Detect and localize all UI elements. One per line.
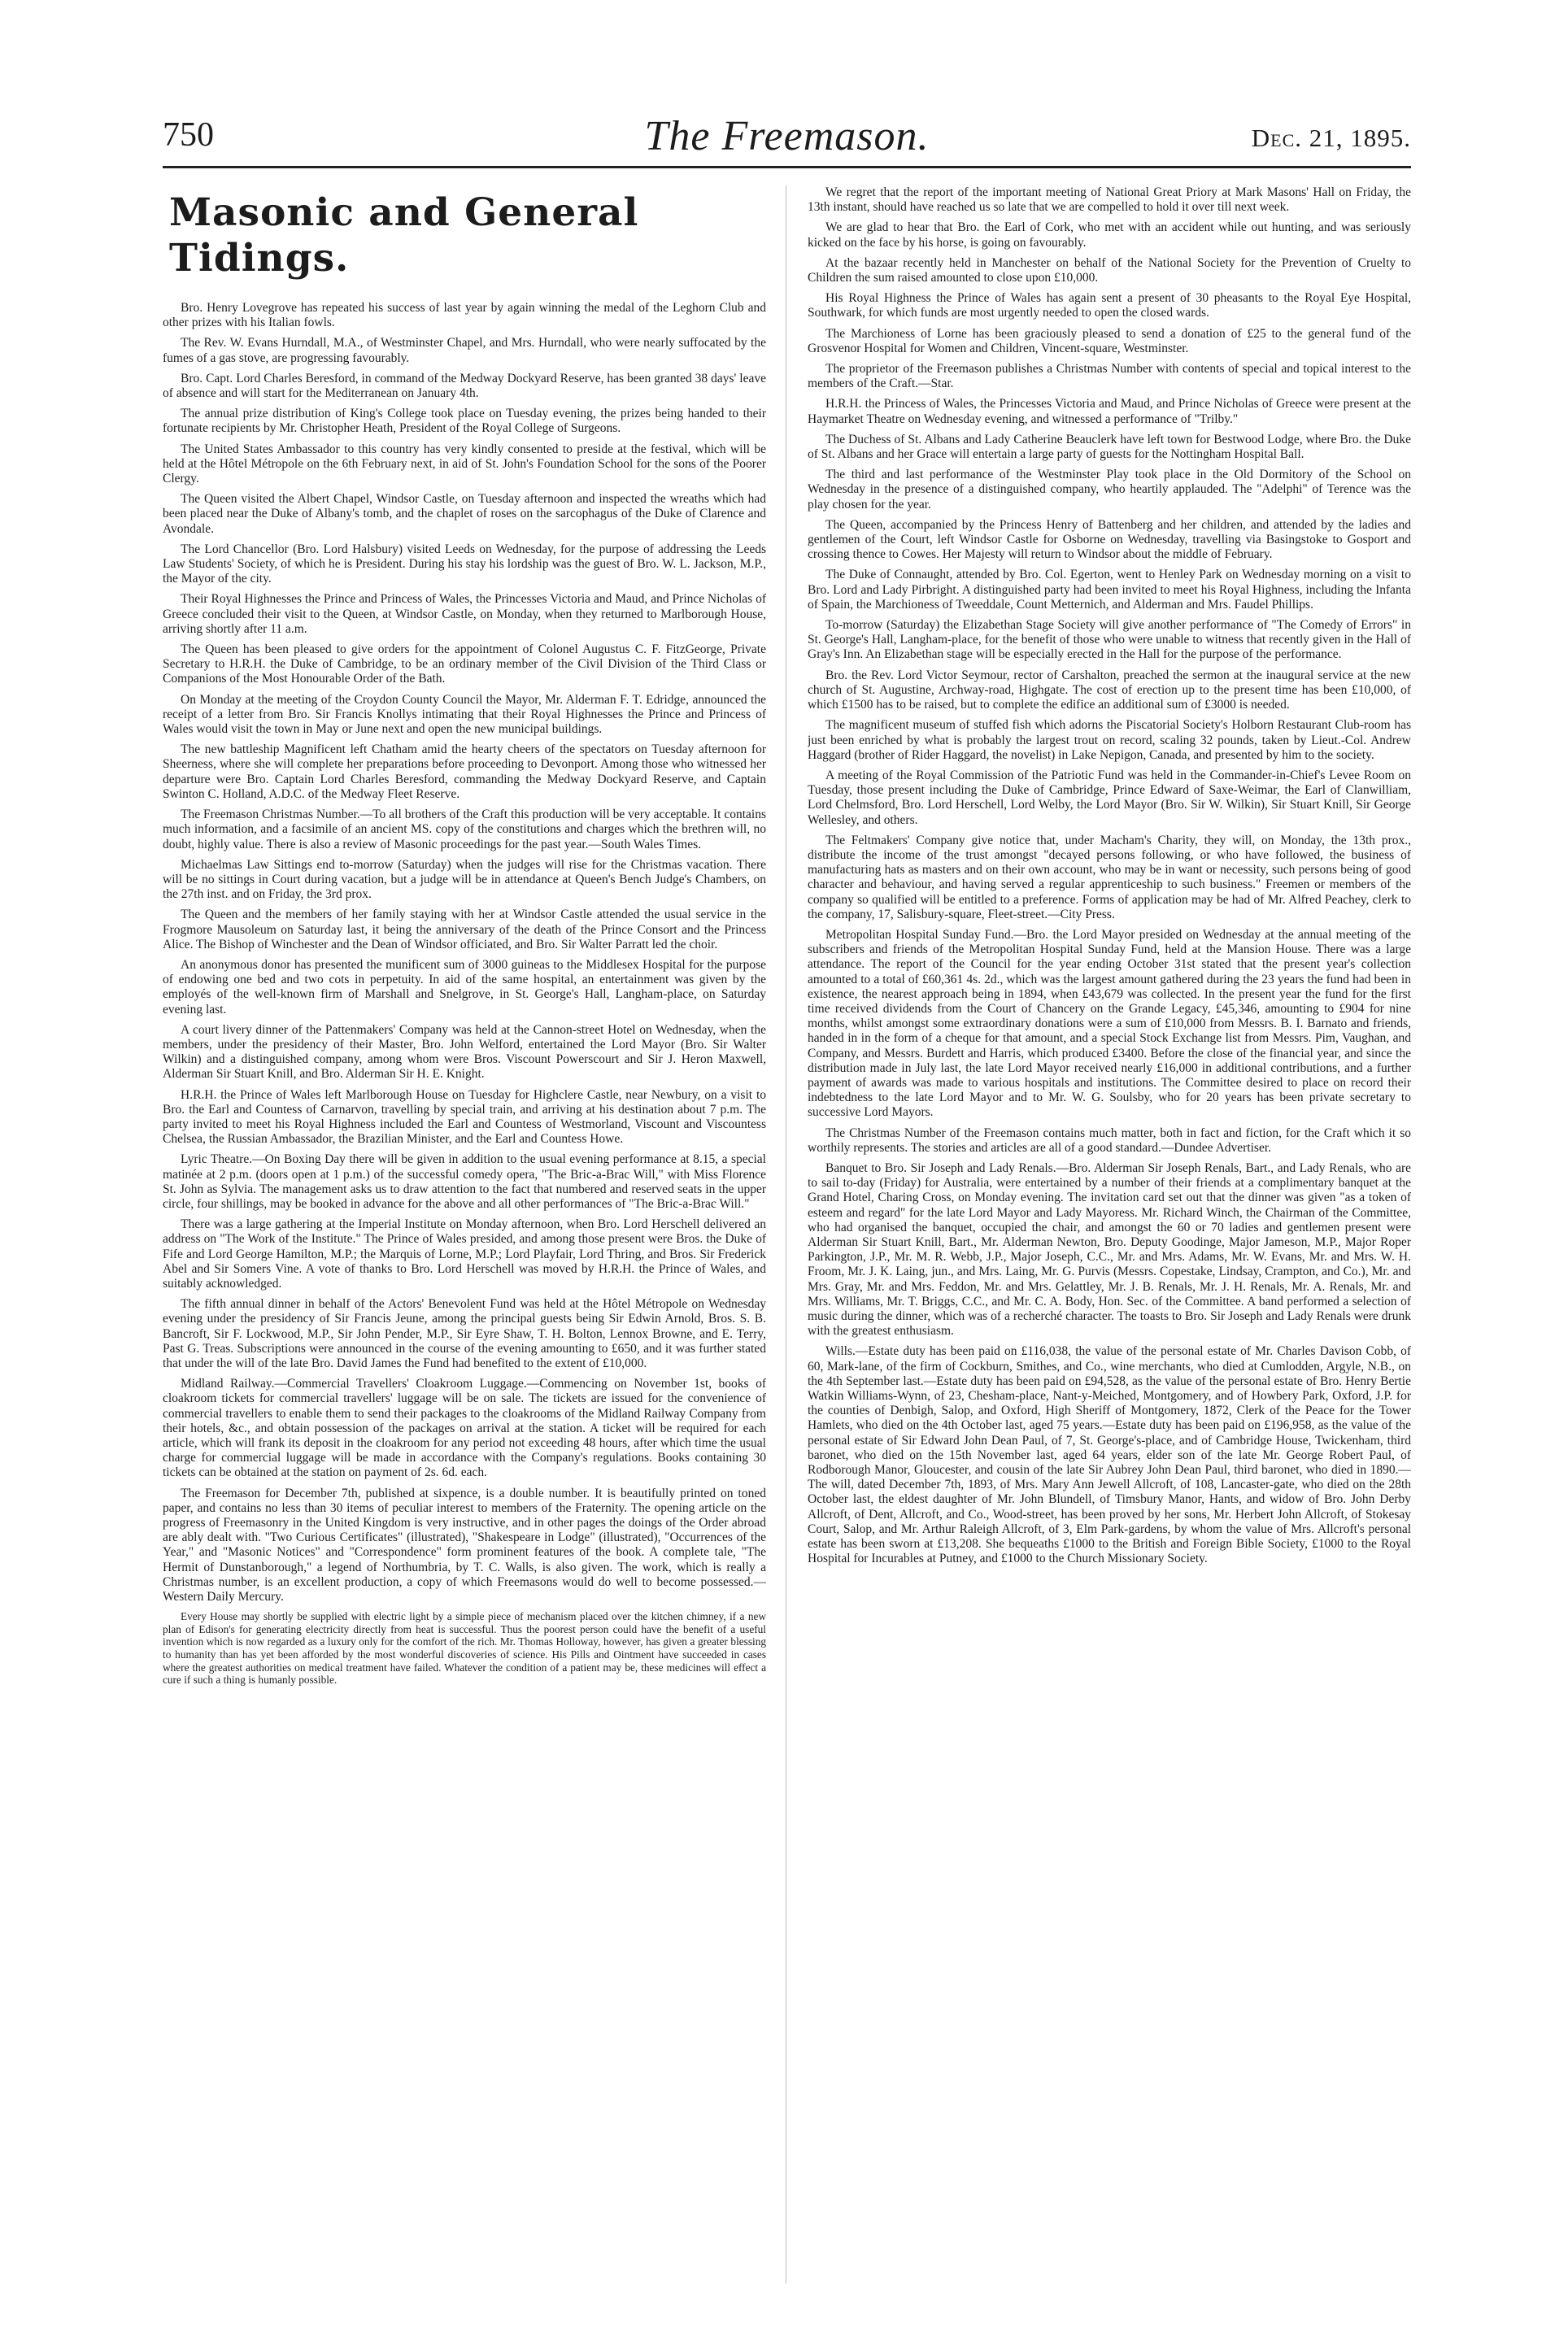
article-paragraph: On Monday at the meeting of the Croydon County Council the Mayor, Mr. Alderman F. T. Edridge, announced the receipt of a letter from Bro. Sir Francis Knollys intimating that their Royal Highnesses the Prince and Princess of Wales would visit the town in May or June next and open the new municipal buildings. [163,692,766,737]
article-paragraph: The Lord Chancellor (Bro. Lord Halsbury) visited Leeds on Wednesday, for the purpose of addressing the Leeds Law Students' Society, of which he is President. During his stay his lordship was the guest of Bro. W. L. Jackson, M.P., the Mayor of the city. [163,542,766,586]
article-paragraph: The Christmas Number of the Freemason contains much matter, both in fact and fiction, for the Craft which it so worthily represents. The stories and articles are all of a good standard.—Dundee Advertiser. [808,1125,1411,1155]
article-paragraph: Metropolitan Hospital Sunday Fund.—Bro. the Lord Mayor presided on Wednesday at the annual meeting of the subscribers and friends of the Metropolitan Hospital Sunday Fund, held at the Mansion House. There was a large attendance. The report of the Council for the year ending October 31st stated that the present year's collection amounted to a total of £60,361 4s. 2d., which was the largest amount gathered during the 23 years the fund had been in existence, the nearest approach being in 1894, when £43,679 was collected. In the present year the fund for the first time received dividends from the Court of Chancery on the Grande Legacy, £45,346, amounting to £904 for nine months, whilst amongst some extraordinary donations were a sum of £10,000 from Messrs. B. I. Barnato and friends, handed in in the form of a cheque for that amount, and a special Stock Exchange list from Messrs. Pim, Vaughan, and Company, and Messrs. Burdett and Harris, which produced £3400. Before the close of the financial year, and since the distribution made in July last, the late Lord Mayor received nearly £16,000 in additional contributions, and a further payment of awards was made to various hospitals and institutions. The Committee desired to place on record their indebtedness to the late Lord Mayor and to Mr. W. G. Soulsby, who for 20 years has been private secretary to successive Lord Mayors. [808,927,1411,1120]
article-paragraph: The Rev. W. Evans Hurndall, M.A., of Westminster Chapel, and Mrs. Hurndall, who were nearly suffocated by the fumes of a gas stove, are progressing favourably. [163,336,766,365]
article-paragraph: The Feltmakers' Company give notice that, under Macham's Charity, they will, on Monday, the 13th prox., distribute the income of the trust amongst "decayed persons following, or who have followed, the business of manufacturing hats as masters and on their own account, who may be in want or necessity, such persons being of good character and behaviour, and having served a regular apprenticeship to such business." Freemen or members of the company so qualified will be entitled to a preference. Forms of application may be had of Mr. Alfred Peachey, clerk to the company, 17, Salisbury-square, Fleet-street.—City Press. [808,833,1411,921]
article-paragraph: We are glad to hear that Bro. the Earl of Cork, who met with an accident while out hunting, and was seriously kicked on the face by his horse, is going on favourably. [808,220,1411,250]
article-paragraph: The third and last performance of the Westminster Play took place in the Old Dormitory of the School on Wednesday in the presence of a distinguished company, who heartily applauded. The "Adelphi" of Terence was the play chosen for the year. [808,468,1411,512]
article-paragraph: The Marchioness of Lorne has been graciously pleased to send a donation of £25 to the general fund of the Grosvenor Hospital for Women and Children, Vincent-square, Westminster. [808,326,1411,355]
article-paragraph: We regret that the report of the important meeting of National Great Priory at Mark Masons' Hall on Friday, the 13th instant, should have reached us so late that we are compelled to hold it over till next week. [808,185,1411,215]
article-paragraph: Midland Railway.—Commercial Travellers' Cloakroom Luggage.—Commencing on November 1st, books of cloakroom tickets for commercial travellers' luggage will be on sale. The tickets are issued for the convenience of commercial travellers to enable them to send their packages to the cloakrooms of the Midland Railway Company from their hotels, &c., and obtain possession of the packages on arrival at the station. A ticket will be required for each article, which will frank its deposit in the cloakroom for any period not exceeding 48 hours, after which time the usual charge for commercial luggage will be made in accordance with the Company's regulations. Books containing 30 tickets can be obtained at the station on payment of 2s. 6d. each. [163,1377,766,1480]
article-paragraph: His Royal Highness the Prince of Wales has again sent a present of 30 pheasants to the Royal Eye Hospital, Southwark, for which funds are most urgently needed to open the closed wards. [808,291,1411,320]
section-title: Masonic and General Tidings. [169,190,639,281]
article-paragraph: H.R.H. the Princess of Wales, the Princesses Victoria and Maud, and Prince Nicholas of Greece were present at the Haymarket Theatre on Wednesday evening, and witnessed a performance of "Trilby." [808,397,1411,426]
issue-date: Dec. 21, 1895. [1251,124,1411,152]
article-paragraph: A meeting of the Royal Commission of the Patriotic Fund was held in the Commander-in-Chief's Levee Room on Tuesday, those present including the Duke of Cambridge, Prince Edward of Saxe-Weimar, the Earl of Clanwilliam, Lord Chelmsford, Bro. Lord Herschell, Lord Welby, the Lord Mayor (Bro. Sir W. Wilkin), Sir Stuart Knill, Sir George Wellesley, and others. [808,768,1411,827]
article-paragraph: The Queen visited the Albert Chapel, Windsor Castle, on Tuesday afternoon and inspected the wreaths which had been placed near the Duke of Albany's tomb, and the chaplet of roses on the sarcophagus of the Duke of Clarence and Avondale. [163,492,766,536]
article-paragraph: The new battleship Magnificent left Chatham amid the hearty cheers of the spectators on Tuesday afternoon for Sheerness, where she will complete her preparations before proceeding to Devonport. Among those who witnessed her departure were Bro. Captain Lord Charles Beresford, commanding the Medway Dockyard Reserve, and Captain Swinton C. Holland, A.D.C. of the Medway Fleet Reserve. [163,742,766,801]
page-number: 750 [163,116,214,154]
article-paragraph: H.R.H. the Prince of Wales left Marlborough House on Tuesday for Highclere Castle, near Newbury, on a visit to Bro. the Earl and Countess of Carnarvon, travelling by special train, and arriving at his destination about 7 p.m. The party invited to meet his Royal Highness included the Earl and Countess of Westmorland, Viscount and Viscountess Chelsea, the Russian Ambassador, the Brazilian Minister, and the Earl and Countess Howe. [163,1087,766,1147]
article-paragraph: The Freemason Christmas Number.—To all brothers of the Craft this production will be very acceptable. It contains much information, and a facsimile of an ancient MS. copy of the constitutions and charges which the brethren will, no doubt, highly value. There is also a review of Masonic proceedings for the past year.—South Wales Times. [163,808,766,851]
article-paragraph: The Duchess of St. Albans and Lady Catherine Beauclerk have left town for Bestwood Lodge, where Bro. the Duke of St. Albans and her Grace will entertain a large party of guests for the Nottingham Hospital Ball. [808,432,1411,462]
article-paragraph: The proprietor of the Freemason publishes a Christmas Number with contents of special and topical interest to the members of the Craft.—Star. [808,362,1411,391]
article-paragraph: The Duke of Connaught, attended by Bro. Col. Egerton, went to Henley Park on Wednesday morning on a visit to Bro. Lord and Lady Pirbright. A distinguished party had been invited to meet his Royal Highness, including the Infanta of Spain, the Marchioness of Tweeddale, Count Metternich, and Alderman and Mrs. Faudel Phillips. [808,568,1411,612]
article-paragraph: Wills.—Estate duty has been paid on £116,038, the value of the personal estate of Mr. Charles Davison Cobb, of 60, Mark-lane, of the firm of Cockburn, Smithes, and Co., wine merchants, who died at Cumlodden, Argyle, N.B., on the 4th September last.—Estate duty has been paid on £94,528, as the value of the personal estate of Bro. Henry Bertie Watkin Williams-Wynn, of 23, Chesham-place, Nant-y-Meiched, Montgomery, and of Howbery Park, Oxford, J.P. for the counties of Denbigh, Salop, and Oxford, High Sheriff of Montgomery, 1872, Clerk of the Peace for the Tower Hamlets, who died on the 4th October last, aged 75 years.—Estate duty has been paid on £196,958, as the value of the personal estate of Sir Edward John Dean Paul, of 7, St. George's-place, and of Cambridge House, Twickenham, third baronet, who died on the 15th November last, aged 64 years, elder son of the late Mr. George Robert Paul, of Rodborough Manor, Gloucester, and cousin of the late Sir Aubrey John Dean Paul, third baronet, who died in 1890.—The will, dated December 7th, 1893, of Mrs. Mary Ann Jewell Allcroft, of 108, Lancaster-gate, who died on the 28th October last, the eldest daughter of Mr. John Blundell, of Timsbury Manor, Hants, and widow of Bro. John Derby Allcroft, of Dent, Allcroft, and Co., Wood-street, has been proved by her sons, Mr. Herbert John Allcroft, of Stokesay Court, Salop, and Mr. Arthur Raleigh Allcroft, of 3, Elm Park-gardens, by whom the value of Mrs. Allcroft's personal estate has been sworn at £13,208. She bequeaths £1000 to the British and Foreign Bible Society, £1000 to the Royal Hospital for Incurables at Putney, and £1000 to the Church Missionary Society. [808,1344,1411,1566]
page-header [163,112,1411,168]
masthead: The Freemason. [644,113,930,159]
article-paragraph: Bro. the Rev. Lord Victor Seymour, rector of Carshalton, preached the sermon at the inaugural service at the new church of St. Augustine, Archway-road, Highgate. The cost of erection up to the present time has been £10,000, of which £1500 has to be raised, but to complete the edifice an additional sum of £3000 is needed. [808,668,1411,712]
article-paragraph: The fifth annual dinner in behalf of the Actors' Benevolent Fund was held at the Hôtel Métropole on Wednesday evening under the presidency of Sir Francis Jeune, among the principal guests being Sir Edwin Arnold, Bros. S. B. Bancroft, Sir F. Lockwood, M.P., Sir John Pender, M.P., Sir Eyre Shaw, T. H. Bolton, Lennox Browne, and E. Terry, Past G. Treas. Subscriptions were announced in the course of the evening amounting to £650, and it was further stated that under the will of the late Bro. David James the Fund had benefited to the extent of £10,000. [163,1297,766,1370]
article-paragraph: The annual prize distribution of King's College took place on Tuesday evening, the prizes being handed to their fortunate recipients by Mr. Christopher Heath, President of the Royal College of Surgeons. [163,407,766,436]
article-paragraph: Michaelmas Law Sittings end to-morrow (Saturday) when the judges will rise for the Christmas vacation. There will be no sittings in Court during vacation, but a judge will be in attendance at Queen's Bench Judge's Chambers, on the 27th inst. and on Friday, the 3rd prox. [163,857,766,902]
article-paragraph: The Freemason for December 7th, published at sixpence, is a double number. It is beautifully printed on toned paper, and contains no less than 30 items of peculiar interest to members of the Fraternity. The opening article on the progress of Freemasonry in the United Kingdom is very instructive, and in other pages the doings of the Order abroad are ably dealt with. "Two Curious Certificates" (illustrated), "Shakespeare in Lodge" (illustrated), "Occurrences of the Year," and "Masonic Notices" and "Correspondence" form prominent features of the book. A complete tale, "The Hermit of Dunstanborough," a legend of Northumbria, by T. C. Walls, is also given. The work, which is really a Christmas number, is an excellent production, a copy of which Freemasons would do well to become possessed.—Western Daily Mercury. [163,1486,766,1604]
article-paragraph: There was a large gathering at the Imperial Institute on Monday afternoon, when Bro. Lord Herschell delivered an address on "The Work of the Institute." The Prince of Wales presided, and among those present were Bros. the Duke of Fife and Lord George Hamilton, M.P.; the Marquis of Lorne, M.P.; Lord Playfair, Lord Thring, and Bros. Sir Frederick Abel and Sir Somers Vine. A vote of thanks to Bro. Lord Herschell was moved by H.R.H. the Prince of Wales, and suitably acknowledged. [163,1217,766,1291]
article-paragraph: At the bazaar recently held in Manchester on behalf of the National Society for the Prevention of Cruelty to Children the sum raised amounted to close upon £10,000. [808,255,1411,285]
article-paragraph: Lyric Theatre.—On Boxing Day there will be given in addition to the usual evening performance at 8.15, a special matinée at 2 p.m. (doors open at 1 p.m.) of the successful comedy opera, "The Bric-a-Brac Will," with Miss Florence St. John as Sylvia. The management asks us to draw attention to the fact that numbered and reserved seats in the upper circle, four shillings, may be booked in advance for the above and all other performances of "The Bric-a-Brac Will." [163,1152,766,1211]
article-paragraph: The magnificent museum of stuffed fish which adorns the Piscatorial Society's Holborn Restaurant Club-room has just been enriched by what is probably the largest trout on record, scaling 32 pounds, taken by Lieut.-Col. Andrew Haggard (brother of Rider Haggard, the novelist) in Lake Nepigon, Canada, and presented by him to the society. [808,718,1411,762]
left-column [163,185,766,2284]
article-paragraph: A court livery dinner of the Pattenmakers' Company was held at the Cannon-street Hotel on Wednesday, when the members, under the presidency of their Master, Bro. John Welford, entertained the Lord Mayor (Bro. Sir Walter Wilkin) and a distinguished company, among whom were Bros. Viscount Powerscourt and Sir J. Heron Maxwell, Alderman Sir Stuart Knill, and Bro. Alderman Sir H. E. Knight. [163,1022,766,1082]
article-paragraph: The United States Ambassador to this country has very kindly consented to preside at the festival, which will be held at the Hôtel Métropole on the 6th February next, in aid of St. John's Foundation School for the sons of the Poorer Clergy. [163,442,766,486]
advertisement-paragraph: Every House may shortly be supplied with electric light by a simple piece of mechanism placed over the kitchen chimney, if a new plan of Edison's for generating electricity directly from heat is successful. Thus the poorest person could have the benefit of a useful invention which is now regarded as a luxury only for the comfort of the rich. Mr. Thomas Holloway, however, has given a greater blessing to humanity than has yet been afforded by the most wonderful discoveries of science. His Pills and Ointment have succeeded in cases where the greatest authorities on medical treatment have failed. Whatever the condition of a patient may be, these medicines will effect a cure if such a thing is humanly possible. [163,1610,766,1687]
article-paragraph: To-morrow (Saturday) the Elizabethan Stage Society will give another performance of "The Comedy of Errors" in St. George's Hall, Langham-place, for the benefit of those who were unable to witness that recently given in the Hall of Gray's Inn. An Elizabethan stage will be especially erected in the Hall for the purpose of the performance. [808,618,1411,662]
article-paragraph: Bro. Henry Lovegrove has repeated his success of last year by again winning the medal of the Leghorn Club and other prizes with his Italian fowls. [163,301,766,330]
article-paragraph: The Queen and the members of her family staying with her at Windsor Castle attended the usual service in the Frogmore Mausoleum on Saturday last, it being the anniversary of the death of the Prince Consort and the Princess Alice. The Bishop of Winchester and the Dean of Windsor officiated, and Bro. Sir Walter Parratt led the choir. [163,908,766,951]
article-paragraph: An anonymous donor has presented the munificent sum of 3000 guineas to the Middlesex Hospital for the purpose of endowing one bed and two cots in perpetuity. In aid of the same hospital, an entertainment was given by the employés of the well-known firm of Marshall and Snelgrove, in St. George's Hall, Langham-place, on Saturday evening last. [163,957,766,1017]
article-paragraph: Banquet to Bro. Sir Joseph and Lady Renals.—Bro. Alderman Sir Joseph Renals, Bart., and Lady Renals, who are to sail to-day (Friday) for Australia, were entertained by a number of their friends at a complimentary banquet at the Grand Hotel, Charing Cross, on Monday evening. The invitation card set out that the dinner was given "as a token of esteem and regard" for the late Lord Mayor and Lady Mayoress. Mr. Richard Winch, the Chairman of the Committee, who had organised the banquet, occupied the chair, and amongst the 60 or 70 ladies and gentlemen present were Alderman Sir Stuart Knill, Bart., Mr. Alderman Newton, Bro. Deputy Goodinge, Major Jameson, M.P., Major Roper Parkington, J.P., Mr. M. R. Webb, J.P., Major Joseph, C.C., Mr. and Mrs. Adams, Mr. W. Evans, Mr. and Mrs. W. H. Froom, Mr. J. K. Laing, jun., and Mrs. Laing, Mr. G. Purvis (Messrs. Copestake, Lindsay, Crampton, and Co.), Mr. and Mrs. Gray, Mr. and Mrs. Feddon, Mr. and Mrs. Gelattley, Mr. J. B. Renals, Mr. J. H. Renals, Mr. A. Renals, Mr. and Mrs. Williams, Mr. T. Briggs, C.C., and Mr. C. A. Body, Hon. Sec. of the Committee. A band performed a selection of music during the dinner, which was of a recherché character. The toasts to Bro. Sir Joseph and Lady Renals were drunk with the greatest enthusiasm. [808,1160,1411,1339]
article-paragraph: The Queen has been pleased to give orders for the appointment of Colonel Augustus C. F. FitzGeorge, Private Secretary to H.R.H. the Duke of Cambridge, to be an ordinary member of the Civil Division of the Third Class or Companions of the Most Honourable Order of the Bath. [163,642,766,686]
right-column [808,185,1411,2284]
article-paragraph: Bro. Capt. Lord Charles Beresford, in command of the Medway Dockyard Reserve, has been granted 38 days' leave of absence and will start for the Mediterranean on January 4th. [163,371,766,401]
article-paragraph: The Queen, accompanied by the Princess Henry of Battenberg and her children, and attended by the ladies and gentlemen of the Court, left Windsor Castle for Osborne on Wednesday, travelling via Basingstoke to Gosport and crossing thence to Cowes. Her Majesty will return to Windsor about the middle of February. [808,517,1411,562]
article-paragraph: Their Royal Highnesses the Prince and Princess of Wales, the Princesses Victoria and Maud, and Prince Nicholas of Greece concluded their visit to the Queen, at Windsor Castle, on Monday, when they returned to Marlborough House, arriving shortly after 11 a.m. [163,592,766,636]
